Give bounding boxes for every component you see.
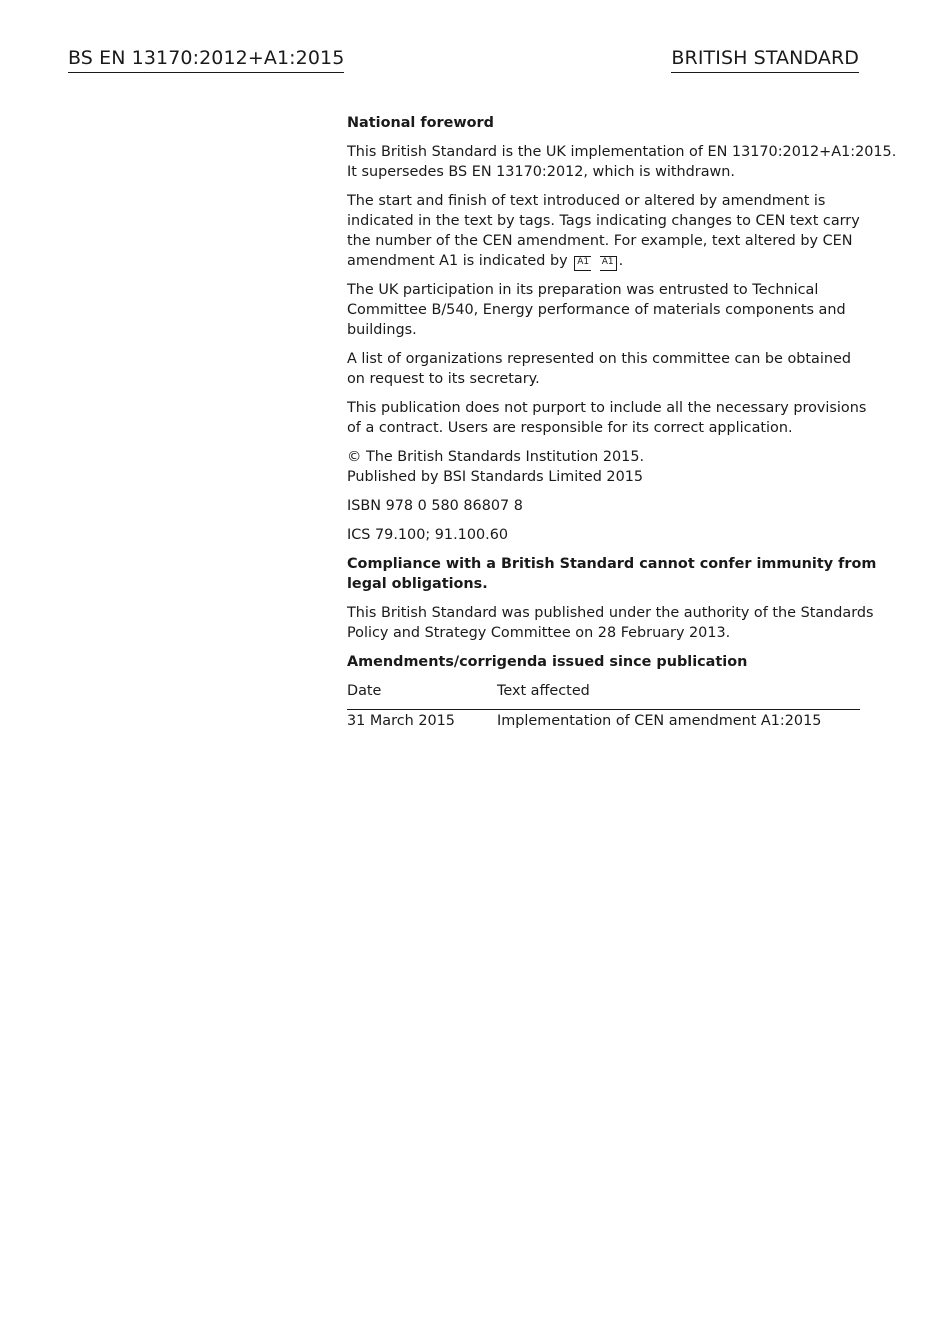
foreword-title: National foreword [347,115,494,131]
paragraph-line: The start and finish of text introduced or altered by amendment is [347,193,826,209]
paragraph-line-text: amendment A1 is indicated by [347,253,568,269]
paragraph-line: on request to its secretary. [347,371,540,387]
column-header-text-affected: Text affected [497,681,860,710]
paragraph-line: buildings. [347,322,417,338]
paragraph-line: This British Standard was published under the authority of the Standards [347,605,874,621]
paragraph-line: This publication does not purport to include all the necessary provisions [347,400,867,416]
disclaimer-paragraph [347,398,867,438]
amendment-end-tag-icon: A1 [600,256,617,271]
publisher-line: Published by BSI Standards Limited 2015 [347,469,644,485]
publication-authority-paragraph [347,603,874,643]
paragraph-line: A list of organizations represented on this committee can be obtained [347,351,851,367]
paragraph-end-punctuation: . [618,253,624,269]
copyright-paragraph [347,447,860,487]
paragraph-line: indicated in the text by tags. Tags indicating changes to CEN text carry [347,213,860,229]
amendments-table [347,681,860,731]
compliance-line: legal obligations. [347,576,488,592]
paragraph-line: of a contract. Users are responsible for its correct application. [347,420,793,436]
table-row [347,710,860,732]
isbn: ISBN 978 0 580 86807 8 [347,498,523,514]
organizations-paragraph [347,349,860,389]
supersedes-line: It supersedes BS EN 13170:2012, which is withdrawn. [347,164,735,180]
national-foreword [347,113,897,731]
standard-type: BRITISH STANDARD [671,46,859,73]
compliance-line: Compliance with a British Standard cannot confer immunity from [347,556,877,572]
paragraph-line [347,251,860,271]
committee-paragraph [347,280,860,340]
amendment-text-affected: Implementation of CEN amendment A1:2015 [497,713,822,729]
ics: ICS 79.100; 91.100.60 [347,527,509,543]
amendment-tags-paragraph [347,191,860,271]
implementation-line: This British Standard is the UK implementation of EN 13170:2012+A1:2015. [347,144,897,160]
copyright-line: © The British Standards Institution 2015. [347,449,645,465]
column-header-date: Date [347,681,497,710]
paragraph-line: the number of the CEN amendment. For example, text altered by CEN [347,233,853,249]
paragraph-line: Committee B/540, Energy performance of materials components and [347,302,846,318]
compliance-statement [347,554,877,594]
amendment-start-tag-icon: A1 [574,256,591,271]
implementation-paragraph [347,142,897,182]
table-header-row [347,681,860,710]
paragraph-line: The UK participation in its preparation was entrusted to Technical [347,282,819,298]
amendments-title: Amendments/corrigenda issued since publication [347,654,748,670]
paragraph-line: Policy and Strategy Committee on 28 February 2013. [347,625,731,641]
amendment-date: 31 March 2015 [347,713,455,729]
document-id: BS EN 13170:2012+A1:2015 [68,46,344,73]
